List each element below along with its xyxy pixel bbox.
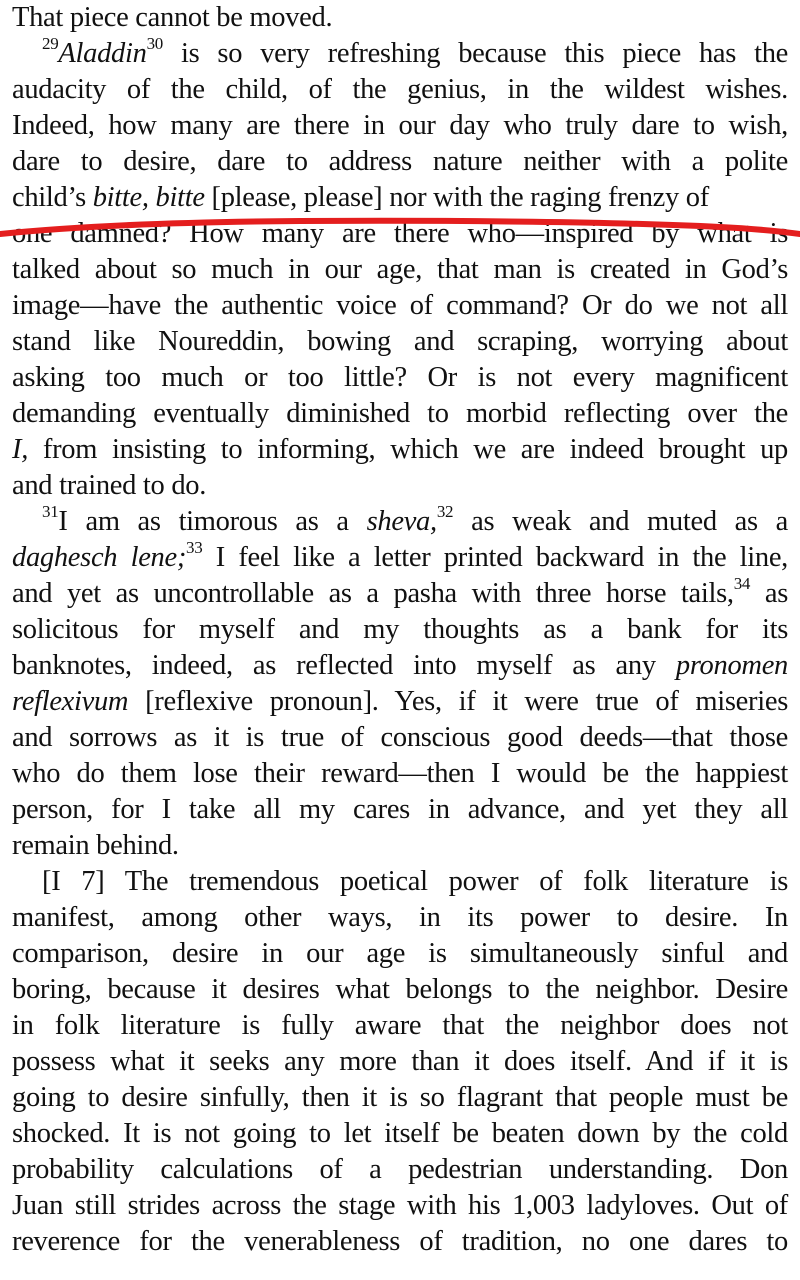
text-line: person, for I take all my cares in advance, and yet they all — [12, 794, 788, 825]
red-underline-stroke — [0, 221, 800, 234]
text-line: stand like Noureddin, bowing and scraping, worrying about — [12, 326, 788, 357]
italic-term: I, — [12, 434, 29, 465]
text-line: image—have the authentic voice of command? Or do we not all — [12, 290, 788, 321]
text-line: remain behind. — [12, 830, 179, 861]
text-line: [I 7] The tremendous poetical power of folk literature is — [42, 866, 788, 897]
italic-term: pronomen — [675, 650, 788, 681]
text-line: shocked. It is not going to let itself be beaten down by the cold — [12, 1118, 788, 1149]
italic-term: daghesch lene; — [12, 542, 187, 573]
text-line: banknotes, indeed, as reflected into myself as any pronomen — [12, 650, 788, 681]
text-line: Juan still strides across the stage with his 1,003 ladyloves. Out of — [12, 1190, 788, 1221]
footnote-ref: 33 — [186, 538, 203, 557]
text-line: reflexivum [reflexive pronoun]. Yes, if it were true of miseries — [12, 686, 788, 717]
text-line: solicitous for myself and my thoughts as a bank for its — [12, 614, 788, 645]
italic-term: Aladdin — [58, 38, 147, 69]
footnote-ref: 31 — [42, 502, 59, 521]
text-line: probability calculations of a pedestrian understanding. Don — [12, 1154, 788, 1185]
text-line: in folk literature is fully aware that the neighbor does not — [12, 1010, 788, 1041]
footnote-ref: 34 — [733, 574, 751, 593]
text-line: comparison, desire in our age is simultaneously sinful and — [12, 938, 788, 969]
text-line: possess what it seeks any more than it does itself. And if it is — [12, 1046, 788, 1077]
text-line: boring, because it desires what belongs to the neighbor. Desire — [12, 974, 788, 1005]
text-line: one damned? How many are there who—inspired by what is — [12, 218, 788, 249]
text-line: dare to desire, dare to address nature neither with a polite — [12, 146, 788, 177]
text-line: and trained to do. — [12, 470, 207, 501]
text-line: reverence for the venerableness of tradition, no one dares to — [12, 1226, 788, 1257]
footnote-ref: 30 — [146, 34, 163, 53]
text-line: asking too much or too little? Or is not every magnificent — [12, 362, 788, 393]
text-line: talked about so much in our age, that man is created in God’s — [12, 254, 788, 285]
text-line: who do them lose their reward—then I would be the happiest — [12, 758, 788, 789]
italic-term: bitte, bitte — [92, 182, 205, 213]
book-page — [12, 0, 788, 1260]
text-line: and sorrows as it is true of conscious good deeds—that those — [12, 722, 788, 753]
text-line: daghesch lene;$^{33}$ I feel like a letter printed backward in the line, — [12, 538, 788, 573]
text-line: Indeed, how many are there in our day who truly dare to wish, — [12, 110, 788, 141]
footnote-ref: 29 — [42, 34, 59, 53]
underlined-text-line: child’s bitte, bitte [please, please] nor with the raging frenzy of — [12, 182, 709, 213]
text-line: demanding eventually diminished to morbid reflecting over the — [12, 398, 788, 429]
text-line: manifest, among other ways, in its power to desire. In — [12, 902, 788, 933]
italic-term: sheva, — [366, 506, 437, 537]
text-line: I, from insisting to informing, which we are indeed brought up — [12, 434, 788, 465]
text-line: and yet as uncontrollable as a pasha with three horse tails,$^{34}$ as — [12, 574, 788, 609]
text-line: audacity of the child, of the genius, in the wildest wishes. — [12, 74, 788, 105]
italic-term: reflexivum — [12, 686, 129, 717]
footnote-ref: 32 — [436, 502, 454, 521]
text-line: That piece cannot be moved. — [12, 2, 333, 33]
text-line: $^{31}$I am as timorous as a sheva,$^{32}$ as weak and muted as a — [42, 502, 788, 537]
text-line: $^{29}$Aladdin$^{30}$ is so very refreshing because this piece has the — [42, 34, 788, 69]
text-line: going to desire sinfully, then it is so flagrant that people must be — [12, 1082, 788, 1113]
red-underline-annotation — [0, 212, 800, 242]
